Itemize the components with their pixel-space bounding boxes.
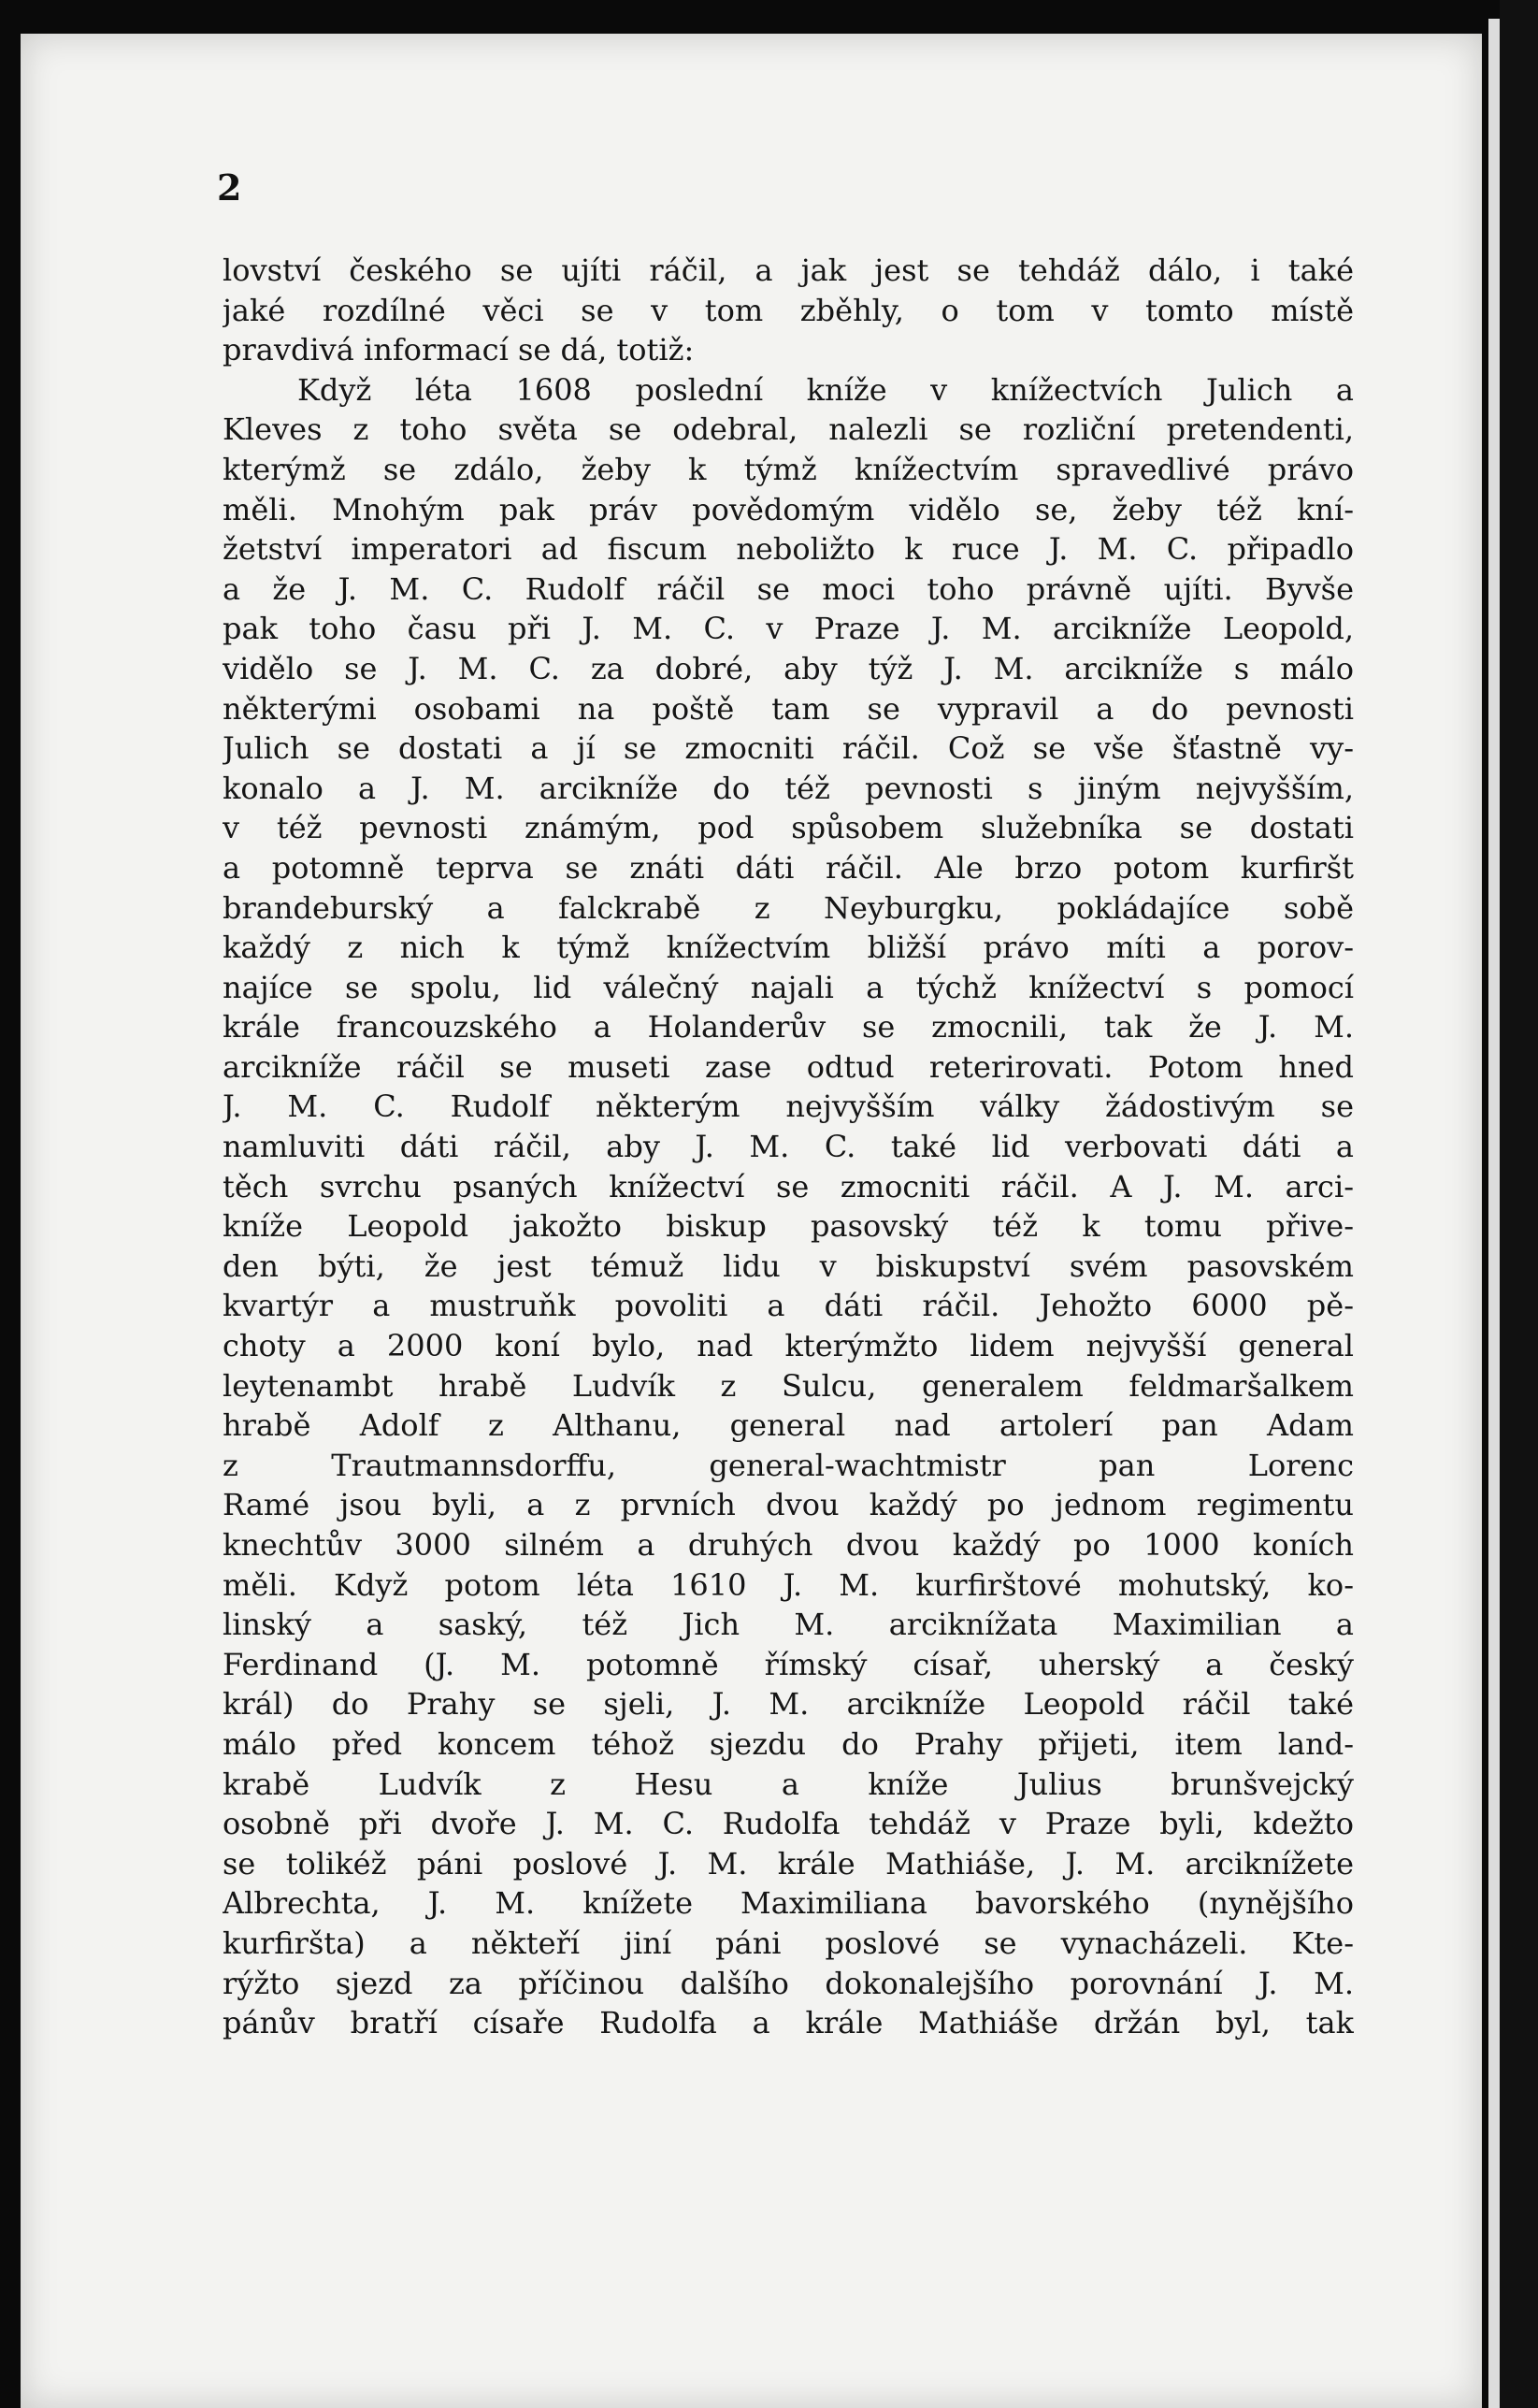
text-line: kterýmž se zdálo, žeby k týmž knížectvím spravedlivé právo: [223, 451, 1354, 487]
text-line: den býti, že jest témuž lidu v biskupství svém pasovském: [223, 1247, 1354, 1284]
text-line: měli. Mnohým pak práv povědomým vidělo se, žeby též kní-: [223, 491, 1354, 527]
text-line: konalo a J. M. arcikníže do též pevnosti s jiným nejvyšším,: [223, 770, 1354, 806]
text-line: kvartýr a mustruňk povoliti a dáti ráčil. Jehožto 6000 pě-: [223, 1288, 1354, 1324]
text-line: král) do Prahy se sjeli, J. M. arcikníže Leopold ráčil také: [223, 1686, 1354, 1723]
text-line: lovství českého se ujíti ráčil, a jak jest se tehdáž dálo, i také: [223, 252, 1354, 288]
text-line: pravdivá informací se dá, totiž:: [223, 332, 695, 368]
text-line: vidělo se J. M. C. za dobré, aby týž J. M. arcikníže s málo: [223, 650, 1354, 686]
text-line: a potomně teprva se znáti dáti ráčil. Ale brzo potom kurfiršt: [223, 849, 1354, 886]
text-line: J. M. C. Rudolf některým nejvyšším války žádostivým se: [223, 1089, 1354, 1125]
text-line: z Trautmannsdorffu, general-wachtmistr pan Lorenc: [223, 1447, 1354, 1483]
text-line: hrabě Adolf z Althanu, general nad artolerí pan Adam: [223, 1407, 1354, 1444]
text-line: Julich se dostati a jí se zmocniti ráčil. Což se vše šťastně vy-: [223, 730, 1354, 767]
text-line: choty a 2000 koní bylo, nad kterýmžto lidem nejvyšší general: [223, 1328, 1354, 1364]
text-line: málo před koncem téhož sjezdu do Prahy přijeti, item land-: [223, 1725, 1354, 1762]
text-line: krále francouzského a Holanderův se zmocnili, tak že J. M.: [223, 1009, 1354, 1045]
text-line: a že J. M. C. Rudolf ráčil se moci toho právně ujíti. Byvše: [223, 570, 1354, 607]
text-line: najíce se spolu, lid válečný najali a týchž knížectví s pomocí: [223, 969, 1354, 1005]
text-line: knechtův 3000 silném a druhých dvou každý po 1000 koních: [223, 1527, 1354, 1563]
adjacent-page-edge: [1500, 0, 1538, 2408]
text-line: osobně při dvoře J. M. C. Rudolfa tehdáž v Praze byli, kdežto: [223, 1806, 1354, 1842]
text-line: v též pevnosti známým, pod spůsobem služebníka se dostati: [223, 810, 1354, 846]
text-line: měli. Když potom léta 1610 J. M. kurfirštové mohutský, ko-: [223, 1566, 1354, 1603]
text-line: rýžto sjezd za příčinou dalšího dokonalejšího porovnání J. M.: [223, 1965, 1354, 2001]
text-line: pak toho času při J. M. C. v Praze J. M. arcikníže Leopold,: [223, 611, 1354, 647]
text-line: Ferdinand (J. M. potomně římský císař, uherský a český: [223, 1646, 1354, 1682]
text-line: linský a saský, též Jich M. arciknížata Maximilian a: [223, 1607, 1354, 1643]
text-line: Ramé jsou byli, a z prvních dvou každý po jednom regimentu: [223, 1487, 1354, 1523]
page-number: 2: [217, 166, 242, 209]
text-line: Když léta 1608 poslední kníže v knížectvích Julich a: [297, 371, 1354, 408]
text-line: kurfiršta) a někteří jiní páni poslové se vynacházeli. Kte-: [223, 1925, 1354, 1961]
text-line: žetství imperatori ad fiscum neboližto k ruce J. M. C. připadlo: [223, 531, 1354, 568]
text-line: každý z nich k týmž knížectvím bližší právo míti a porov-: [223, 930, 1354, 966]
text-line: některými osobami na poště tam se vypravil a do pevnosti: [223, 690, 1354, 727]
text-line: leytenambt hrabě Ludvík z Sulcu, generalem feldmaršalkem: [223, 1367, 1354, 1404]
body-text: [223, 251, 1354, 2043]
text-line: Kleves z toho světa se odebral, nalezli se rozliční pretendenti,: [223, 411, 1354, 448]
text-line: jaké rozdílné věci se v tom zběhly, o tom v tomto místě: [223, 292, 1354, 328]
text-line: pánův bratří císaře Rudolfa a krále Mathiáše držán byl, tak: [223, 2005, 1354, 2041]
text-line: se tolikéž páni poslové J. M. krále Mathiáše, J. M. arciknížete: [223, 1845, 1354, 1882]
text-line: Albrechta, J. M. knížete Maximiliana bavorského (nynějšího: [223, 1885, 1354, 1922]
text-line: krabě Ludvík z Hesu a kníže Julius brunšvejcký: [223, 1766, 1354, 1802]
text-line: těch svrchu psaných knížectví se zmocniti ráčil. A J. M. arci-: [223, 1168, 1354, 1204]
text-line: arcikníže ráčil se museti zase odtud reterirovati. Potom hned: [223, 1048, 1354, 1085]
text-line: namluviti dáti ráčil, aby J. M. C. také lid verbovati dáti a: [223, 1129, 1354, 1165]
text-line: kníže Leopold jakožto biskup pasovský též k tomu přive-: [223, 1208, 1354, 1245]
binding-gutter: [1488, 19, 1500, 2408]
text-line: brandeburský a falckrabě z Neyburgku, pokládajíce sobě: [223, 889, 1354, 926]
